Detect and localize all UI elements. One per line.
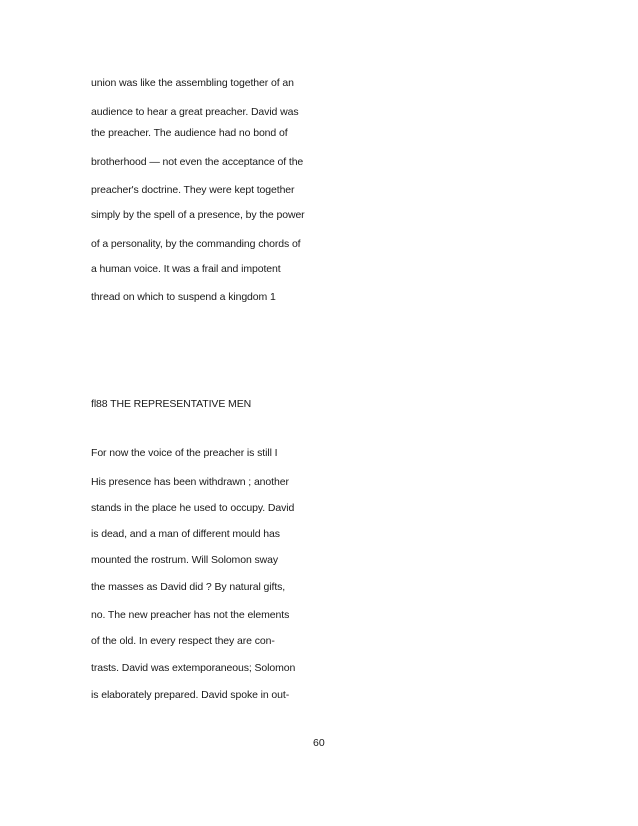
- text-line: For now the voice of the preacher is still I: [91, 447, 278, 459]
- text-line: a human voice. It was a frail and impotent: [91, 263, 281, 275]
- text-line: trasts. David was extemporaneous; Solomon: [91, 662, 296, 674]
- text-line: the masses as David did ? By natural gifts,: [91, 581, 286, 593]
- text-line: preacher's doctrine. They were kept together: [91, 184, 295, 196]
- text-line: brotherhood — not even the acceptance of the: [91, 156, 304, 168]
- text-line: thread on which to suspend a kingdom 1: [91, 291, 276, 303]
- text-line: of a personality, by the commanding chords of: [91, 238, 301, 250]
- running-header: fl88 THE REPRESENTATIVE MEN: [91, 398, 252, 410]
- text-line: union was like the assembling together of an: [91, 77, 294, 89]
- text-line: is dead, and a man of different mould has: [91, 528, 280, 540]
- text-line: His presence has been withdrawn ; another: [91, 476, 289, 488]
- text-line: audience to hear a great preacher. David was: [91, 106, 299, 118]
- text-line: is elaborately prepared. David spoke in out-: [91, 689, 290, 701]
- page-number: 60: [313, 737, 325, 749]
- text-line: mounted the rostrum. Will Solomon sway: [91, 554, 279, 566]
- text-line: simply by the spell of a presence, by the power: [91, 209, 305, 221]
- text-line: no. The new preacher has not the elements: [91, 609, 290, 621]
- text-line: the preacher. The audience had no bond of: [91, 127, 288, 139]
- text-line: stands in the place he used to occupy. David: [91, 502, 295, 514]
- text-line: of the old. In every respect they are con-: [91, 635, 275, 647]
